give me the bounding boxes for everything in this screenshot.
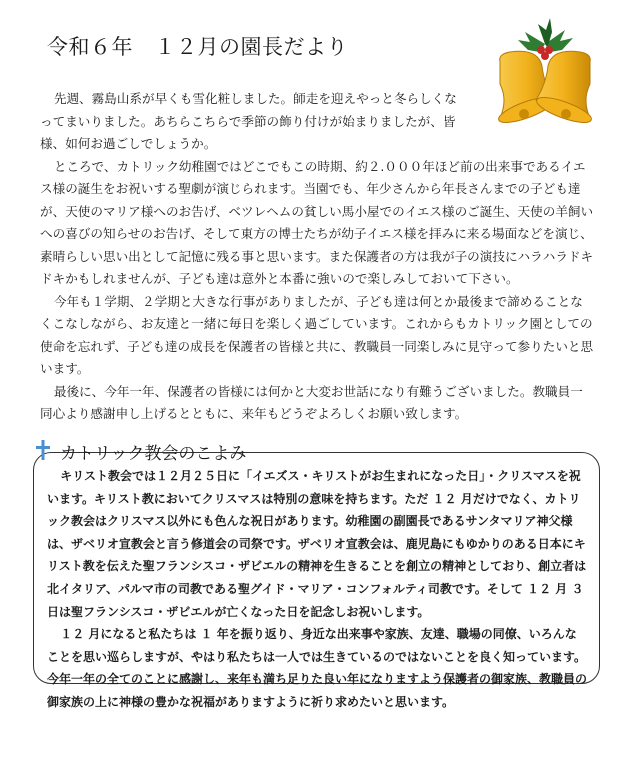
letter-paragraph: 今年も１学期、２学期と大きな行事がありましたが、子ども達は何とか最後まで諦めることなくこなしながら、お友達と一緒に毎日を楽しく過ごしています。これからもカトリック園としての使命を忘れず、子ども達の成長を保護者の皆様と共に、教職員一同楽しみに見守って参りたいと思います。 bbox=[40, 293, 594, 376]
greeting-letter bbox=[40, 88, 595, 426]
letter-paragraph: ところで、カトリック幼稚園ではどこでもこの時期、約２.０００年ほど前の出来事であるイエス様の誕生をお祝いする聖劇が演じられます。当園でも、年少さんから年長さんまでの子ども達が、天使のマリア様へのお告げ、ベツレヘムの貧しい馬小屋でのイエス様のご誕生、天使の羊飼いへの喜びの知らせのお告げ、そして東方の博士たちが幼子イエス様を拝みに来る場面などを演じ、素晴らしい思い出として記憶に残る事と思います。また保護者の方は我が子の演技にハラハラドキドキかもしれませんが、子ども達は意外と本番に強いので楽しみしておいて下さい。 bbox=[40, 158, 594, 286]
calendar-paragraph: キリスト教会では１２月２５日に「イエズス・キリストがお生まれになった日」・クリスマスを祝います。キリスト教においてクリスマスは特別の意味を持ちます。ただ １２ 月だけでなく、カトリック教会はクリスマス以外にも色んな祝日があります。幼稚園の副園長であるサンタマリア神父様は、ザベリオ宣教会と言う修道会の司祭です。ザベリオ宣教会は、鹿児島にもゆかりのある日本にキリスト教を伝えた聖フランシスコ・ザビエルの精神を生きることを創立の精神としており、創立者は北イタリア、パルマ市の司教である聖グイド・マリア・コンフォルティ司教です。そして １２ 月 ３ 日は聖フランシスコ・ザビエルが亡くなった日を記念しお祝いします。 bbox=[47, 469, 587, 619]
calendar-text bbox=[47, 465, 588, 714]
section-title: カトリック教会のこよみ bbox=[60, 444, 247, 464]
letter-paragraph: 先週、霧島山系が早くも雪化粧しました。師走を迎えやっと冬らしくなってまいりました。あちらこちらで季節の飾り付けが始まりましたが、皆様、如何お過ごしでしょうか。 bbox=[40, 91, 457, 151]
page-title: 令和６年 １２月の園長だより bbox=[47, 35, 348, 59]
cross-icon bbox=[36, 440, 50, 460]
calendar-paragraph: １２ 月になると私たちは １ 年を振り返り、身近な出来事や家族、友達、職場の同僚、いろんなことを思い巡らしますが、やはり私たちは一人では生きているのではないことを良く知っています。今年一年の全てのことに感謝し、来年も満ち足りた良い年になりますよう保護者の御家族、教職員の御家族の上に神様の豊かな祝福がありますように祈り求めたいと思います。 bbox=[47, 627, 588, 709]
letter-paragraph: 最後に、今年一年、保護者の皆様には何かと大変お世話になり有難うございました。教職員一同心より感謝申し上げるとともに、来年もどうぞよろしくお願い致します。 bbox=[40, 383, 583, 421]
